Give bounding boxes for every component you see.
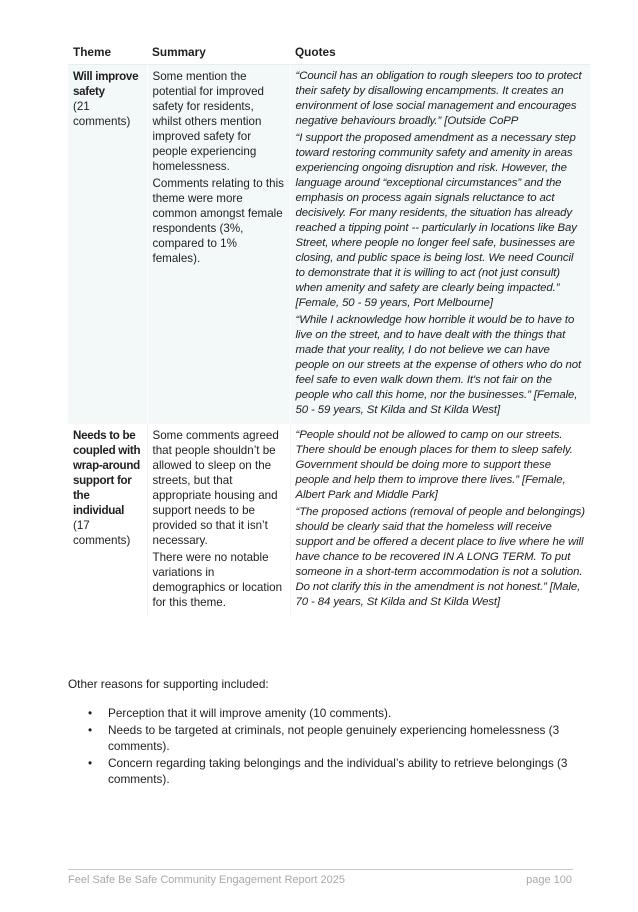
quotes-cell [290,65,590,425]
bullet-icon: • [88,723,93,737]
list-item [68,755,568,787]
header-summary: Summary [147,42,290,65]
quote: “While I acknowledge how horrible it would be to have to live on the street, and to have dealt with the things that made that your reality, I do not believe we can have people on our streets at the expense of others who do not feel safe to even walk down them. It's not fair on the people who call this home, nor the businesses.” [Female, 50 - 59 years, St Kilda and St Kilda West] [295,314,582,416]
summary-cell [147,65,290,425]
other-reasons-list [68,705,568,788]
footer-divider [68,869,573,870]
theme-count: (21 comments) [73,100,131,128]
theme-cell [68,424,147,616]
theme-title: Will improve safety [73,70,139,98]
summary-cell [147,424,290,616]
themes-table [68,42,590,616]
header-theme: Theme [68,42,147,65]
theme-count: (17 comments) [73,519,131,547]
list-item [68,705,568,721]
list-item-text: Needs to be targeted at criminals, not people genuinely experiencing homelessness (3 comments). [108,723,560,753]
other-reasons-intro: Other reasons for supporting included: [68,677,269,691]
table-header-row [68,42,590,65]
quotes-cell [290,424,590,616]
summary-paragraph: Some mention the potential for improved safety for residents, whilst others mention improved safety for people experiencing homelessness. [152,70,264,173]
summary-paragraph: There were no notable variations in demographics or location for this theme. [152,551,283,609]
summary-paragraph: Some comments agreed that people shouldn’t be allowed to sleep on the streets, but that appropriate housing and support needs to be provided so that it isn’t necessary. [152,429,279,547]
theme-cell [68,65,147,425]
list-item-text: Concern regarding taking belongings and the individual’s ability to retrieve belongings (3 comments). [108,756,568,786]
bullet-icon: • [88,706,93,720]
table-row [68,424,590,616]
quote: “The proposed actions (removal of people and belongings) should be clearly said that the homeless will receive support and be offered a decent place to live where he will have chance to be recovered IN A LONG TERM. To put someone in a short-term accommodation is not a solution. Do not clarify this in the amendment is not honest.” [Male, 70 - 84 years, St Kilda and St Kilda West] [295,506,585,608]
list-item [68,722,568,754]
theme-title: Needs to be coupled with wrap-around support for the individual [73,429,141,517]
summary-paragraph: Comments relating to this theme were more common amongst female respondents (3%, compared to 1% females). [152,177,284,265]
quote: “People should not be allowed to camp on our streets. There should be enough places for them to sleep safely. Government should be doing more to support these people and help them to improve there lives.” [Female, Albert Park and Middle Park] [295,429,573,501]
table-row [68,65,590,425]
footer-page-number: page 100 [526,874,572,886]
list-item-text: Perception that it will improve amenity (10 comments). [108,706,392,720]
quote: “I support the proposed amendment as a necessary step toward restoring community safety and amenity in areas experiencing ongoing disruption and risk. However, the language around “exceptional circumstances” and the emphasis on process again signals reluctance to act decisively. For many residents, the situation has already reached a tipping point -- particularly in locations like Bay Street, where people no longer feel safe, businesses are closing, and public space is being lost. We need Council to demonstrate that it is willing to act (not just consult) when amenity and safety are clearly being impacted.” [Female, 50 - 59 years, Port Melbourne] [295,132,577,309]
header-quotes: Quotes [290,42,590,65]
quote: “Council has an obligation to rough sleepers too to protect their safety by disallowing encampments. It creates an environment of lose social management and encourages negative behaviours broadly.” [Outside CoPP [295,70,582,127]
footer-report-title: Feel Safe Be Safe Community Engagement Report 2025 [68,874,345,886]
bullet-icon: • [88,756,93,770]
